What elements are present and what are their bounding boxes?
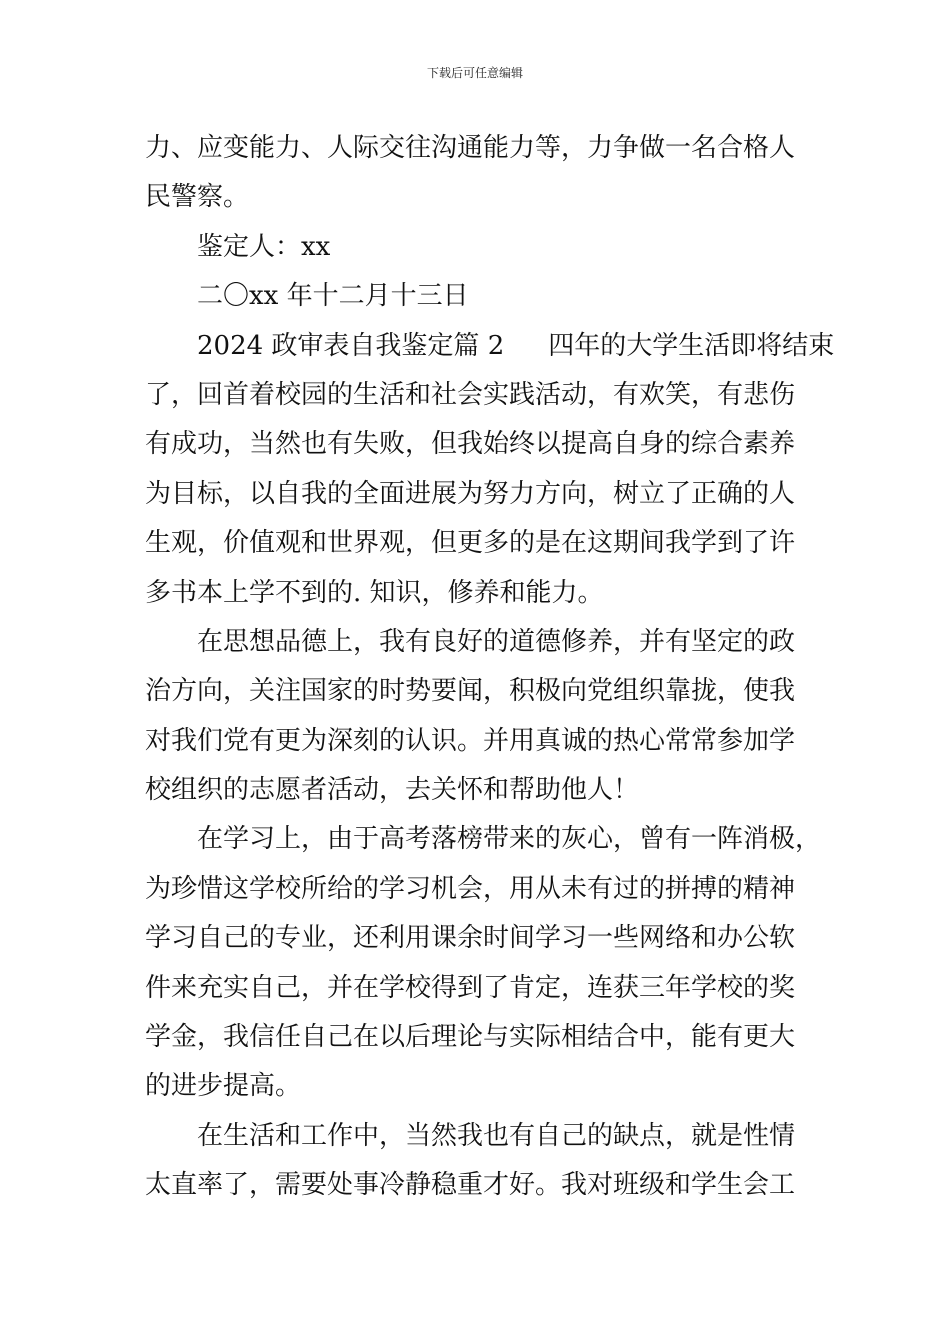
text-line bbox=[145, 667, 810, 716]
text-line-content: 多书本上学不到的. 知识，修养和能力。 bbox=[145, 577, 604, 608]
text-line bbox=[145, 1062, 810, 1111]
text-line bbox=[145, 766, 810, 815]
text-line bbox=[145, 1013, 810, 1062]
text-line bbox=[145, 618, 810, 667]
text-line bbox=[145, 322, 835, 371]
text-line-content: 为珍惜这学校所给的学习机会，用从未有过的拼搏的精神 bbox=[145, 873, 796, 904]
text-line-content: 民警察。 bbox=[145, 182, 250, 213]
text-line-tail: 四年的大学生活即将结束 bbox=[548, 330, 835, 361]
text-line-content: 鉴定人：xx bbox=[197, 231, 331, 262]
text-line-content: 的进步提高。 bbox=[145, 1071, 302, 1102]
document-body bbox=[145, 124, 835, 1211]
text-line bbox=[145, 124, 810, 173]
text-line-content: 治方向，关注国家的时势要闻，积极向党组织靠拢，使我 bbox=[145, 676, 796, 707]
text-line-content: 校组织的志愿者活动，去关怀和帮助他人！ bbox=[145, 775, 640, 806]
text-line bbox=[145, 717, 810, 766]
text-line bbox=[145, 569, 810, 618]
text-line bbox=[145, 964, 810, 1013]
text-line-content: 2024 政审表自我鉴定篇 2 bbox=[197, 330, 505, 361]
text-line bbox=[145, 272, 810, 321]
page-header: 下载后可任意编辑 bbox=[426, 66, 523, 80]
text-line-content: 学习自己的专业，还利用课余时间学习一些网络和办公软 bbox=[145, 923, 796, 954]
text-line-content: 件来充实自己，并在学校得到了肯定，连获三年学校的奖 bbox=[145, 972, 796, 1003]
text-line-content: 在生活和工作中，当然我也有自己的缺点，就是性情 bbox=[197, 1120, 796, 1151]
text-line bbox=[145, 371, 810, 420]
text-line-content: 对我们党有更为深刻的认识。并用真诚的热心常常参加学 bbox=[145, 725, 796, 756]
text-line bbox=[145, 519, 810, 568]
text-line-content: 有成功，当然也有失败，但我始终以提高自身的综合素养 bbox=[145, 429, 796, 460]
text-line-content: 为目标，以自我的全面进展为努力方向，树立了正确的人 bbox=[145, 478, 796, 509]
text-line-content: 生观，价值观和世界观，但更多的是在这期间我学到了许 bbox=[145, 528, 796, 559]
text-line bbox=[145, 815, 822, 864]
text-line bbox=[145, 1112, 810, 1161]
text-line-content: 了，回首着校园的生活和社会实践活动，有欢笑，有悲伤 bbox=[145, 379, 796, 410]
text-line bbox=[145, 173, 810, 222]
text-line-content: 学金，我信任自己在以后理论与实际相结合中，能有更大 bbox=[145, 1022, 796, 1053]
text-line-content: 太直率了，需要处事冷静稳重才好。我对班级和学生会工 bbox=[145, 1170, 796, 1201]
text-line-content: 力、应变能力、人际交往沟通能力等，力争做一名合格人 bbox=[145, 133, 796, 163]
text-line bbox=[145, 1161, 810, 1210]
text-line-content: 在思想品德上，我有良好的道德修养，并有坚定的政 bbox=[197, 626, 796, 657]
text-line-content: 在学习上，由于高考落榜带来的灰心，曾有一阵消极， bbox=[197, 824, 822, 855]
text-line bbox=[145, 865, 810, 914]
text-line bbox=[145, 223, 810, 272]
text-line bbox=[145, 470, 810, 519]
text-line-content: 二〇xx 年十二月十三日 bbox=[197, 281, 469, 312]
text-line bbox=[145, 914, 810, 963]
text-line bbox=[145, 420, 810, 469]
